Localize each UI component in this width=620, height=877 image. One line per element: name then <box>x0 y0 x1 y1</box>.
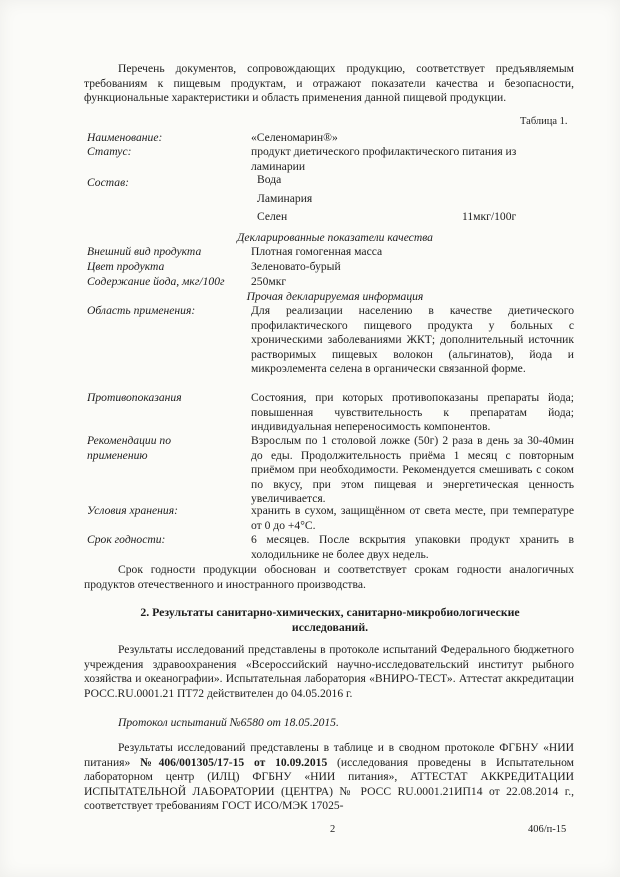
composition-item: Вода <box>257 173 282 186</box>
section-heading: 2. Результаты санитарно-химических, санитарно-микробиологические исследований. <box>140 605 520 634</box>
protocol-line: Протокол испытаний №6580 от 18.05.2015. <box>118 716 339 729</box>
other-value: 6 месяцев. После вскрытия упаковки продукт хранить в холодильнике не более двух недель. <box>251 533 574 561</box>
name-value: «Селеномарин®» <box>251 131 338 144</box>
other-label: Срок годности: <box>87 533 166 546</box>
other-value: Взрослым по 1 столовой ложке (50г) 2 раза в день за 30-40мин до еды. Продолжительность приёма 1 месяц с повторным приёмом при необходимости. Рекомендуется смешивать с соком по вкусу, при этом пищевая и энергетическая ценность увеличивается. <box>251 434 574 506</box>
composition-label: Состав: <box>87 176 129 189</box>
paragraph-text: Результаты исследований представлены в таблице и в сводном протоколе ФГБНУ «НИИ питания» <box>84 741 574 769</box>
declared-value: Плотная гомогенная масса <box>251 245 383 258</box>
name-label: Наименование: <box>87 131 163 144</box>
composition-item: Ламинария <box>257 192 313 205</box>
status-value: продукт диетического профилактического питания из ламинарии <box>251 145 517 173</box>
table-label: Таблица 1. <box>520 116 568 127</box>
other-label: Область применения: <box>87 304 196 317</box>
other-heading: Прочая декларируемая информация <box>246 290 424 303</box>
other-value: Состояния, при которых противопоказаны препараты йода; повышенная чувствительность к препаратам йода; индивидуальная непереносимость компонентов. <box>251 391 574 434</box>
other-label: Условия хранения: <box>87 504 178 517</box>
status-label: Статус: <box>87 145 132 158</box>
protocol-number: №406/001305/17-15 от 10.09.2015 <box>140 755 328 769</box>
declared-label: Внешний вид продукта <box>87 245 202 258</box>
declared-label: Содержание йода, мкг/100г <box>87 275 225 288</box>
paragraph-text: (исследования проведены в Испытательном лабораторном центр (ИЛЦ) ФГБНУ «НИИ питания», АТТЕСТАТ АККРЕДИТАЦИИ ИСПЫТАТЕЛЬНОЙ ЛАБОРАТОРИИ (ЦЕНТРА) № РОСС RU.0001.21ИП14 от 22.08.2014 г., соответствует требованиям ГОСТ ИСО/МЭК 17025- <box>84 755 574 813</box>
composition-item: Селен <box>257 210 288 223</box>
shelf-life-note: Срок годности продукции обоснован и соответствует срокам годности аналогичных продуктов отечественного и иностранного производства. <box>84 563 574 591</box>
other-label: Противопоказания <box>87 391 182 404</box>
page-number: 2 <box>330 824 336 835</box>
other-value: хранить в сухом, защищённом от света месте, при температуре от 0 до +4°С. <box>251 504 574 532</box>
declared-value: Зеленовато-бурый <box>251 260 341 273</box>
declared-heading: Декларированные показатели качества <box>237 231 433 244</box>
composition-amount: 11мкг/100г <box>462 210 517 223</box>
other-value: Для реализации населению в качестве диетического профилактического пищевого продукта у больных с хроническими заболеваниями ЖКТ; дополнительный источник растворимых пищевых волокон (альгинатов), йода и микроэлемента селена в органически связанной форме. <box>251 304 574 376</box>
intro-paragraph: Перечень документов, сопровождающих продукцию, соответствует предъявляемым требованиям к пищевым продуктам, и отражают показатели качества и безопасности, функциональные характеристики и область применения данной пищевой продукции. <box>84 62 574 105</box>
section-paragraph <box>84 741 574 814</box>
declared-label: Цвет продукта <box>87 260 165 273</box>
other-label: Рекомендации по применению <box>87 434 171 462</box>
declared-value: 250мкг <box>251 275 287 288</box>
document-number: 406/п-15 <box>528 824 567 835</box>
section-paragraph: Результаты исследований представлены в протоколе испытаний Федерального бюджетного учреждения здравоохранения «Всероссийский научно-исследовательский институт рыбного хозяйства и океанографии». Испытательная лаборатория «ВНИРО-ТЕСТ». Аттестат аккредитации РОСС.RU.0001.21 ПТ72 действителен до 04.05.2016 г. <box>84 643 574 700</box>
